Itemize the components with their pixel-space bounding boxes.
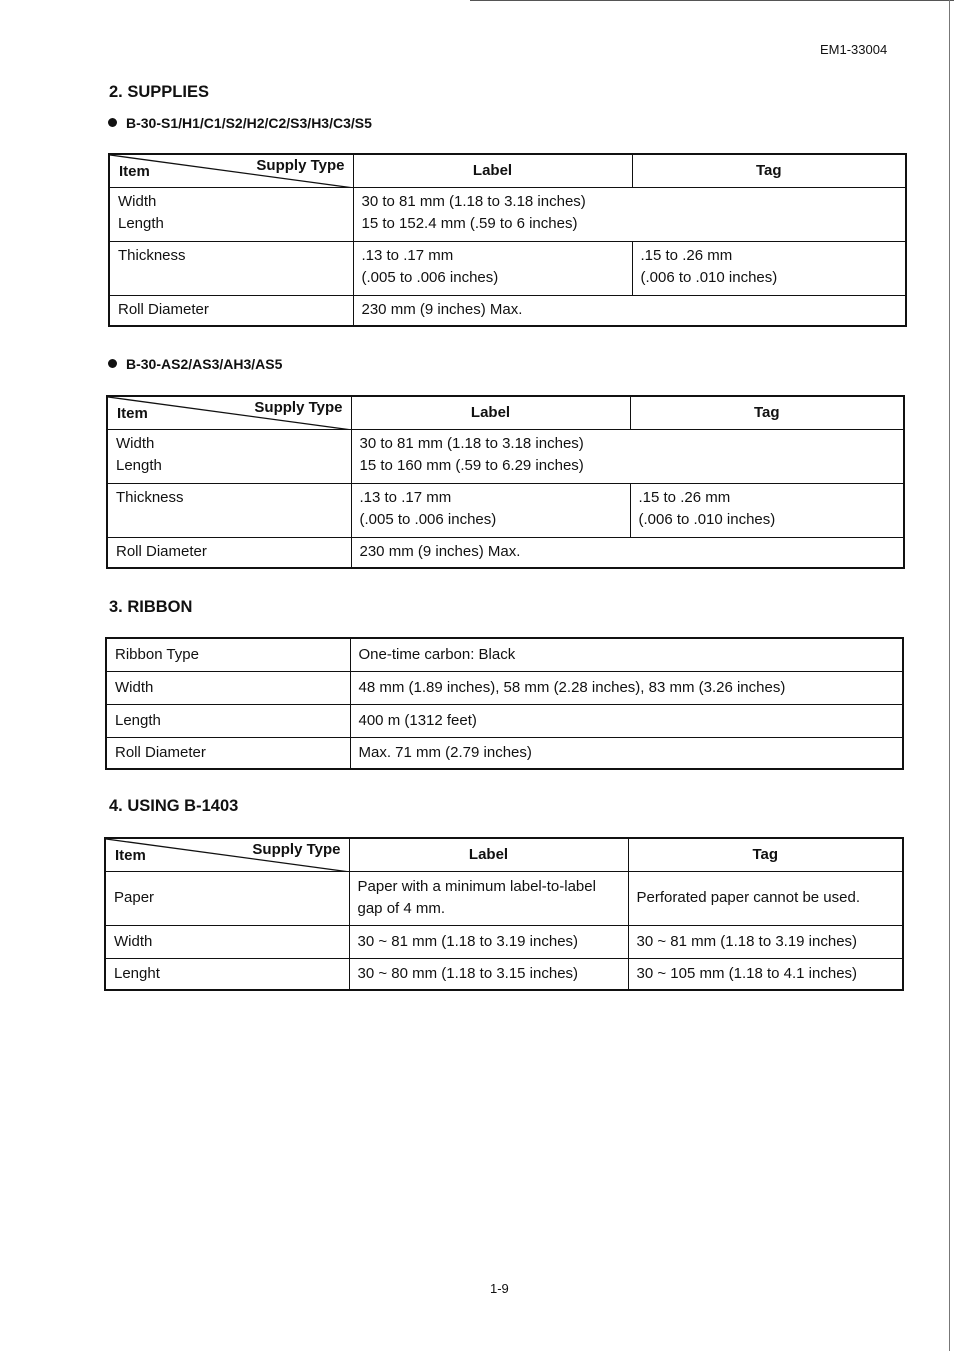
label-length: 30 ~ 80 mm (1.18 to 3.15 inches) (349, 958, 628, 990)
row-item-width-length (109, 187, 353, 241)
ribbon-item: Width (106, 671, 350, 704)
top-border-line (470, 0, 954, 1)
ribbon-table (105, 637, 904, 770)
item-length: Lenght (105, 958, 349, 990)
tag-thickness-mm: .15 to .26 mm (640, 246, 733, 264)
ribbon-item: Ribbon Type (106, 638, 350, 671)
header-tag: Tag (628, 838, 903, 871)
label-thickness (351, 483, 630, 537)
header-supply-type: Supply Type (256, 157, 345, 174)
tag-thickness (630, 483, 904, 537)
item-roll-diameter: Roll Diameter (107, 537, 351, 568)
ribbon-value: One-time carbon: Black (350, 638, 903, 671)
tag-thickness-in: (.006 to .010 inches) (638, 510, 776, 528)
header-tag: Tag (632, 154, 906, 187)
header-diagonal-cell (109, 154, 353, 187)
document-id: EM1-33004 (820, 42, 888, 57)
row-item-width-length (107, 429, 351, 483)
item-thickness: Thickness (109, 241, 353, 295)
header-item: Item (117, 404, 148, 422)
supplies-table-2 (106, 395, 905, 569)
label-thickness-in: (.005 to .006 inches) (359, 510, 497, 528)
header-diagonal-cell (105, 838, 349, 871)
item-width: Width (105, 925, 349, 958)
row-value-width-length (353, 187, 906, 241)
model-group-1-label: B-30-S1/H1/C1/S2/H2/C2/S3/H3/C3/S5 (126, 115, 372, 131)
bullet-model-group-2 (108, 356, 282, 372)
tag-thickness-mm: .15 to .26 mm (638, 488, 731, 506)
tag-length: 30 ~ 105 mm (1.18 to 4.1 inches) (628, 958, 903, 990)
right-border-line (949, 0, 950, 1351)
tag-width: 30 ~ 81 mm (1.18 to 3.19 inches) (628, 925, 903, 958)
b1403-table (104, 837, 904, 991)
item-length: Length (116, 456, 162, 474)
bullet-model-group-1 (108, 115, 372, 131)
item-roll-diameter: Roll Diameter (109, 295, 353, 326)
label-thickness (353, 241, 632, 295)
row-value-width-length (351, 429, 904, 483)
label-thickness-in: (.005 to .006 inches) (361, 268, 499, 286)
label-thickness-mm: .13 to .17 mm (361, 246, 454, 264)
item-width: Width (118, 192, 157, 210)
header-item: Item (119, 162, 150, 180)
ribbon-value: 400 m (1312 feet) (350, 704, 903, 737)
ribbon-value: Max. 71 mm (2.79 inches) (350, 737, 903, 769)
header-tag: Tag (630, 396, 904, 429)
model-group-2-label: B-30-AS2/AS3/AH3/AS5 (126, 356, 283, 372)
tag-thickness (632, 241, 906, 295)
label-width: 30 ~ 81 mm (1.18 to 3.19 inches) (349, 925, 628, 958)
label-paper: Paper with a minimum label-to-label gap of 4 mm. (349, 871, 628, 925)
bullet-dot-icon (108, 359, 117, 368)
header-supply-type: Supply Type (252, 841, 341, 858)
value-length: 15 to 152.4 mm (.59 to 6 inches) (361, 214, 578, 232)
supplies-table-1 (108, 153, 907, 327)
value-width: 30 to 81 mm (1.18 to 3.18 inches) (361, 192, 586, 210)
value-roll-diameter: 230 mm (9 inches) Max. (353, 295, 906, 326)
header-label: Label (353, 154, 632, 187)
section-heading-b1403: 4. USING B-1403 (109, 797, 239, 815)
tag-thickness-in: (.006 to .010 inches) (640, 268, 778, 286)
ribbon-value: 48 mm (1.89 inches), 58 mm (2.28 inches), 83 mm (3.26 inches) (350, 671, 903, 704)
page-number: 1-9 (490, 1281, 509, 1296)
ribbon-item: Length (106, 704, 350, 737)
ribbon-item: Roll Diameter (106, 737, 350, 769)
header-label: Label (349, 838, 628, 871)
item-paper: Paper (105, 871, 349, 925)
value-length: 15 to 160 mm (.59 to 6.29 inches) (359, 456, 584, 474)
section-heading-supplies: 2. SUPPLIES (109, 83, 209, 101)
header-supply-type: Supply Type (254, 399, 343, 416)
label-thickness-mm: .13 to .17 mm (359, 488, 452, 506)
bullet-dot-icon (108, 118, 117, 127)
header-item: Item (115, 846, 146, 864)
header-label: Label (351, 396, 630, 429)
value-roll-diameter: 230 mm (9 inches) Max. (351, 537, 904, 568)
section-heading-ribbon: 3. RIBBON (109, 598, 193, 616)
header-diagonal-cell (107, 396, 351, 429)
item-width: Width (116, 434, 155, 452)
tag-paper: Perforated paper cannot be used. (628, 871, 903, 925)
item-thickness: Thickness (107, 483, 351, 537)
item-length: Length (118, 214, 164, 232)
value-width: 30 to 81 mm (1.18 to 3.18 inches) (359, 434, 584, 452)
